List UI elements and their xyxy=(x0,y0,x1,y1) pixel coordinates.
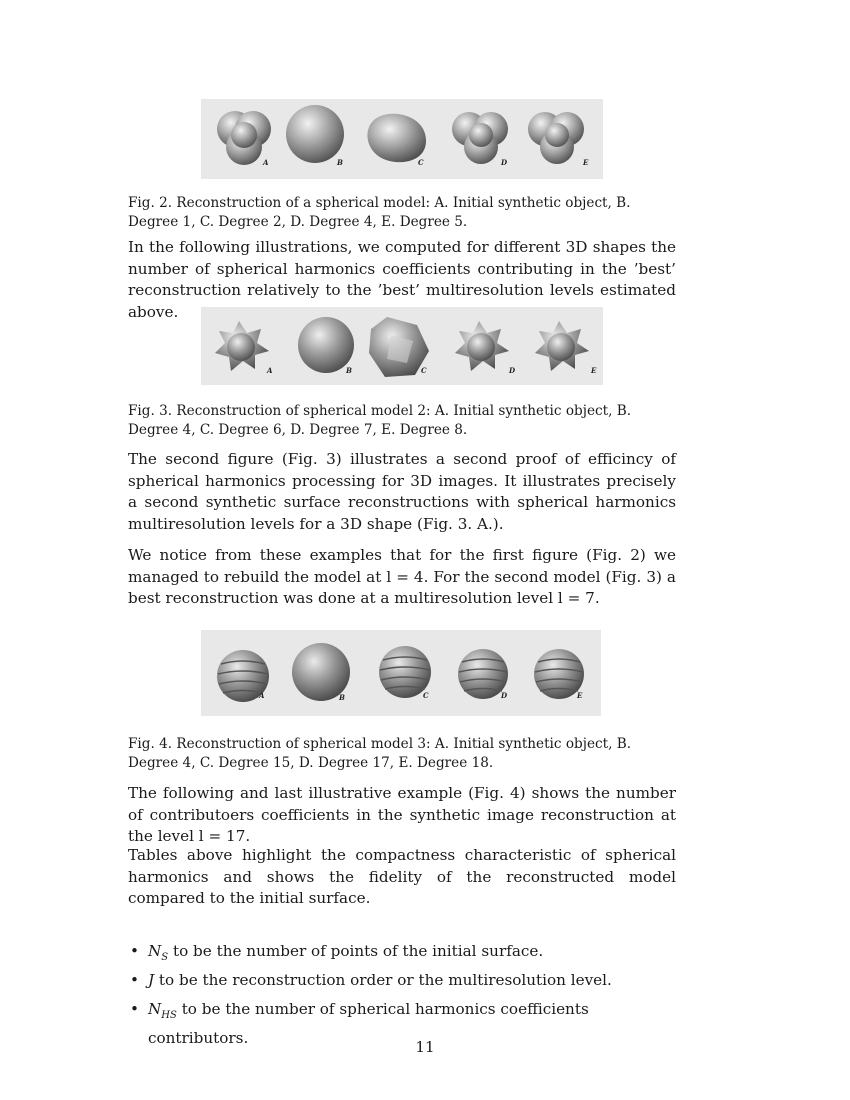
figure-4-label-b: B xyxy=(339,693,345,702)
figure-2-label-b: B xyxy=(337,158,343,167)
paragraph-2: The second figure (Fig. 3) illustrates a second proof of efficincy of spherical harmonics processing for 3D images. It illustrates precisely a second synthetic surface reconstructions with spherical harmonics multiresolution levels for a 3D shape (Fig. 3. A.). xyxy=(128,450,676,533)
figure-4-label-e: E xyxy=(577,691,583,700)
figure-2-shapes xyxy=(201,99,603,179)
figure-2-label-d: D xyxy=(501,158,508,167)
figure-2-label-e: E xyxy=(583,158,589,167)
figure-3-shape-a xyxy=(215,321,269,371)
symbol-definitions-list xyxy=(128,940,688,1049)
figure-4-label-a: A xyxy=(259,691,265,700)
figure-3-label-e: E xyxy=(591,366,597,375)
figure-2-image xyxy=(201,99,603,179)
figure-3-label-a: A xyxy=(267,366,273,375)
figure-4-image xyxy=(201,630,601,716)
definition: to be the reconstruction order or the multiresolution level. xyxy=(154,971,612,990)
figure-2-caption: Fig. 2. Reconstruction of a spherical model: A. Initial synthetic object, B. Degree 1, C. Degree 2, D. Degree 4, E. Degree 5. xyxy=(128,195,631,230)
figure-3-shape-d xyxy=(455,321,509,371)
figure-2-shape-a xyxy=(217,111,271,165)
figure-2-label-c: C xyxy=(418,158,424,167)
bullet-icon: • xyxy=(130,971,139,990)
paragraph-4: The following and last illustrative example (Fig. 4) shows the number of contributoers coefficients in the synthetic image reconstruction at the level l = 17. xyxy=(128,784,676,845)
figure-3-shape-c xyxy=(369,317,429,377)
page-number: 11 xyxy=(415,1038,435,1056)
bullet-icon: • xyxy=(130,942,139,960)
list-item xyxy=(128,969,688,998)
symbol: J xyxy=(148,971,155,990)
definition: to be the number of points of the initial surface. xyxy=(168,942,544,960)
figure-4-shapes xyxy=(201,630,601,716)
figure-4-caption: Fig. 4. Reconstruction of spherical model 3: A. Initial synthetic object, B. Degree 4, C. Degree 15, D. Degree 17, E. Degree 18. xyxy=(128,736,632,771)
symbol: N xyxy=(148,1000,162,1019)
list-item xyxy=(128,940,688,969)
paragraph-1: In the following illustrations, we computed for different 3D shapes the number of spherical harmonics coefficients contributing in the ’best’ reconstruction relatively to the ’best’ multiresolution levels estimated above. xyxy=(128,238,676,321)
paragraph-5: Tables above highlight the compactness characteristic of spherical harmonics and shows the fidelity of the reconstructed model compared to the initial surface. xyxy=(128,846,676,907)
bullet-icon: • xyxy=(130,1000,139,1019)
figure-2-shape-b xyxy=(286,105,344,163)
figure-3-label-c: C xyxy=(421,366,427,375)
symbol-subscript: HS xyxy=(161,1010,177,1022)
figure-3-shapes xyxy=(201,307,603,385)
figure-3-caption: Fig. 3. Reconstruction of spherical model 2: A. Initial synthetic object, B. Degree 4, C. Degree 6, D. Degree 7, E. Degree 8. xyxy=(128,403,632,438)
figure-3-label-b: B xyxy=(346,366,352,375)
symbol-subscript: S xyxy=(161,952,169,964)
symbol: N xyxy=(148,942,162,960)
definition: to be the number of spherical harmonics coefficients contributors. xyxy=(148,1000,589,1048)
figure-2-shape-c xyxy=(367,114,426,162)
paragraph-3: We notice from these examples that for the first figure (Fig. 2) we managed to rebuild the model at l = 4. For the second model (Fig. 3) a best reconstruction was done at a multiresolution level l = 7. xyxy=(128,546,676,607)
figure-3-shape-e xyxy=(535,321,589,371)
figure-3-shape-b xyxy=(298,317,354,373)
figure-4-label-d: D xyxy=(501,691,508,700)
figure-3-image xyxy=(201,307,603,385)
figure-4-label-c: C xyxy=(423,691,429,700)
figure-2-label-a: A xyxy=(263,158,269,167)
figure-3-label-d: D xyxy=(509,366,516,375)
figure-2-shape-e xyxy=(528,112,584,164)
figure-2-shape-d xyxy=(452,112,508,164)
